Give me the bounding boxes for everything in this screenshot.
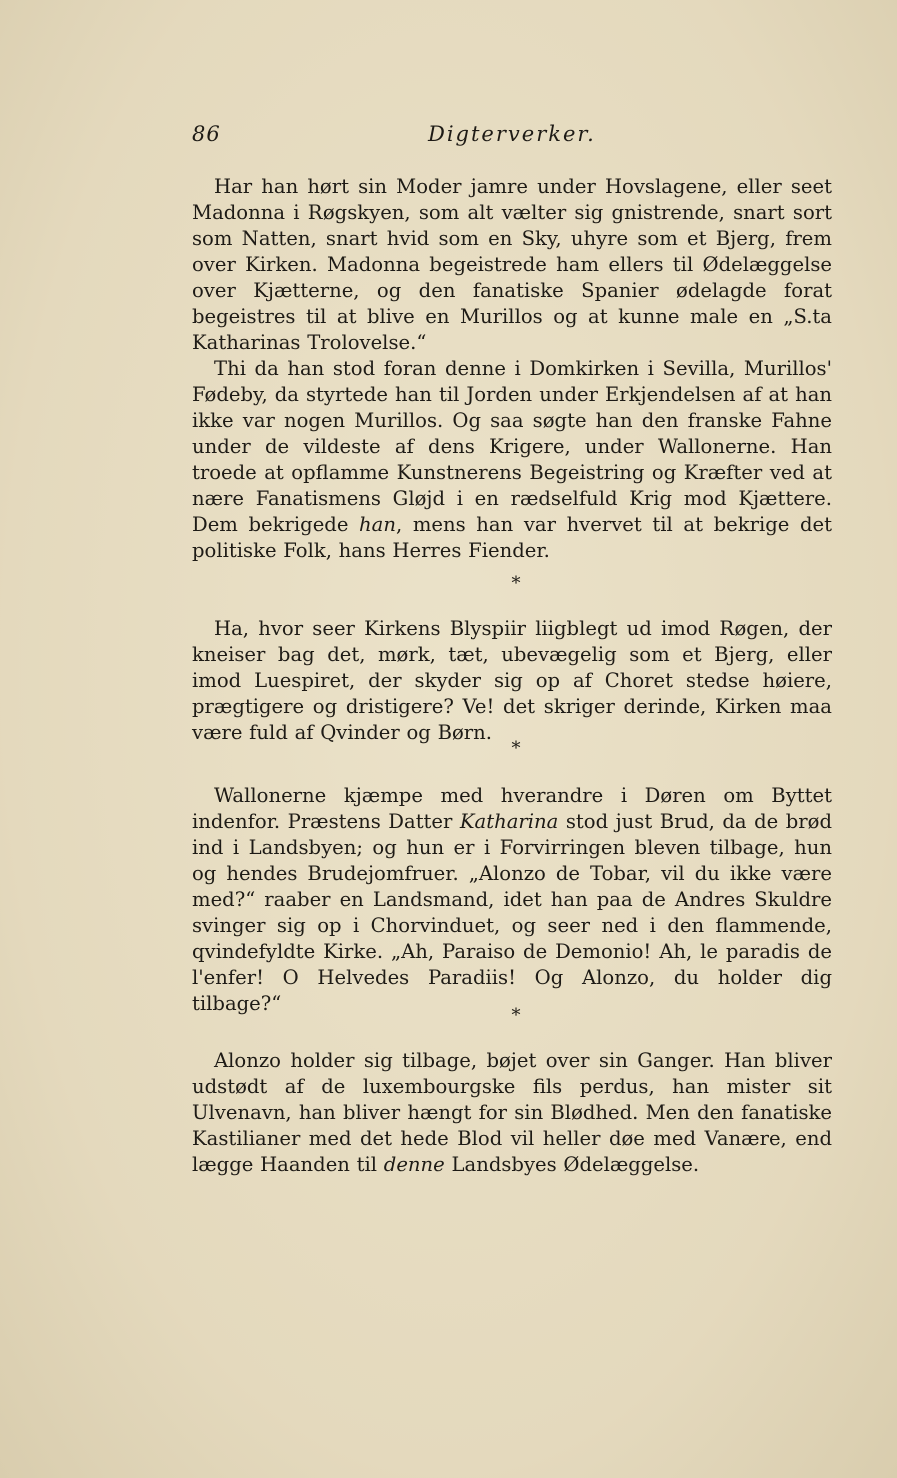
text-run: , mens han var hvervet til at bekrige det politiske Folk, hans Herres Fiender. (192, 513, 832, 562)
asterisk-glyph: * (511, 573, 521, 594)
page-number: 86 (192, 122, 221, 146)
section-separator-asterisk (192, 740, 832, 758)
paragraph (192, 616, 832, 746)
paragraph (192, 356, 832, 564)
section-separator-asterisk (192, 575, 832, 593)
asterisk-glyph: * (511, 1005, 521, 1026)
text-run: Har han hørt sin Moder jamre under Hovslagene, eller seet Madonna i Røgskyen, som alt vælter sig gnistrende, snart sort som Natten, snart hvid som en Sky, uhyre som et Bjerg, frem over Kirken. Madonna begeistrede ham ellers til Ødelæggelse over Kjætterne, og den fanatiske Spanier ødelagde forat begeistres til at blive en Murillos og at kunne male en „S.ta Katharinas Trolovelse.“ (192, 175, 832, 354)
text-run: Thi da han stod foran denne i Domkirken i Sevilla, Murillos' Fødeby, da styrtede han til Jorden under Erkjendelsen af at han ikke var nogen Murillos. Og saa søgte han den franske Fahne under de vildeste af dens Krigere, under Wallonerne. Han troede at opflamme Kunstnerens Begeistring og Kræfter ved at nære Fanatismens Gløjd i en rædselfuld Krig mod Kjættere. Dem bekrigede (192, 357, 832, 536)
paragraph (192, 783, 832, 1017)
section-separator-asterisk (192, 1007, 832, 1025)
text-run: Alonzo holder sig tilbage, bøjet over sin Ganger. Han bliver udstødt af de luxembourgske fils perdus, han mister sit Ulvenavn, han bliver hængt for sin Blødhed. Men den fanatiske Kastilianer med det hede Blod vil heller døe med Vanære, end lægge Haanden til (192, 1049, 832, 1176)
text-section-2 (192, 616, 832, 746)
text-run: Wallonerne kjæmpe med hverandre i Døren om Byttet indenfor. Præstens Datter (192, 784, 832, 833)
text-run: stod just Brud, da de brød ind i Landsbyen; og hun er i Forvirringen bleven tilbage, hun og hendes Brudejomfruer. „Alonzo de Tobar, vil du ikke være med?“ raaber en Landsmand, idet han paa de Andres Skuldre svinger sig op i Chorvinduet, og seer ned i den flammende, qvindefyldte Kirke. „Ah, Paraiso de Demonio! Ah, le paradis de l'enfer! O Helvedes Paradiis! Og Alonzo, du holder dig tilbage?“ (192, 810, 832, 1015)
italic-text-run: Katharina (459, 810, 559, 833)
asterisk-glyph: * (511, 738, 521, 759)
paragraph (192, 1048, 832, 1178)
italic-text-run: han (359, 513, 396, 536)
page-header (192, 122, 832, 152)
running-title: Digterverker. (428, 122, 596, 146)
text-run: Ha, hvor seer Kirkens Blyspiir liigblegt ud imod Røgen, der kneiser bag det, mørk, tæt, ubevægelig som et Bjerg, eller imod Luespiret, der skyder sig op af Choret stedse høiere, prægtigere og dristigere? Ve! det skriger derinde, Kirken maa være fuld af Qvinder og Børn. (192, 617, 832, 744)
text-section-3 (192, 783, 832, 1017)
text-section-4 (192, 1048, 832, 1178)
italic-text-run: denne (383, 1153, 445, 1176)
text-run: Landsbyes Ødelæggelse. (444, 1153, 700, 1176)
text-section-1 (192, 174, 832, 564)
paragraph (192, 174, 832, 356)
